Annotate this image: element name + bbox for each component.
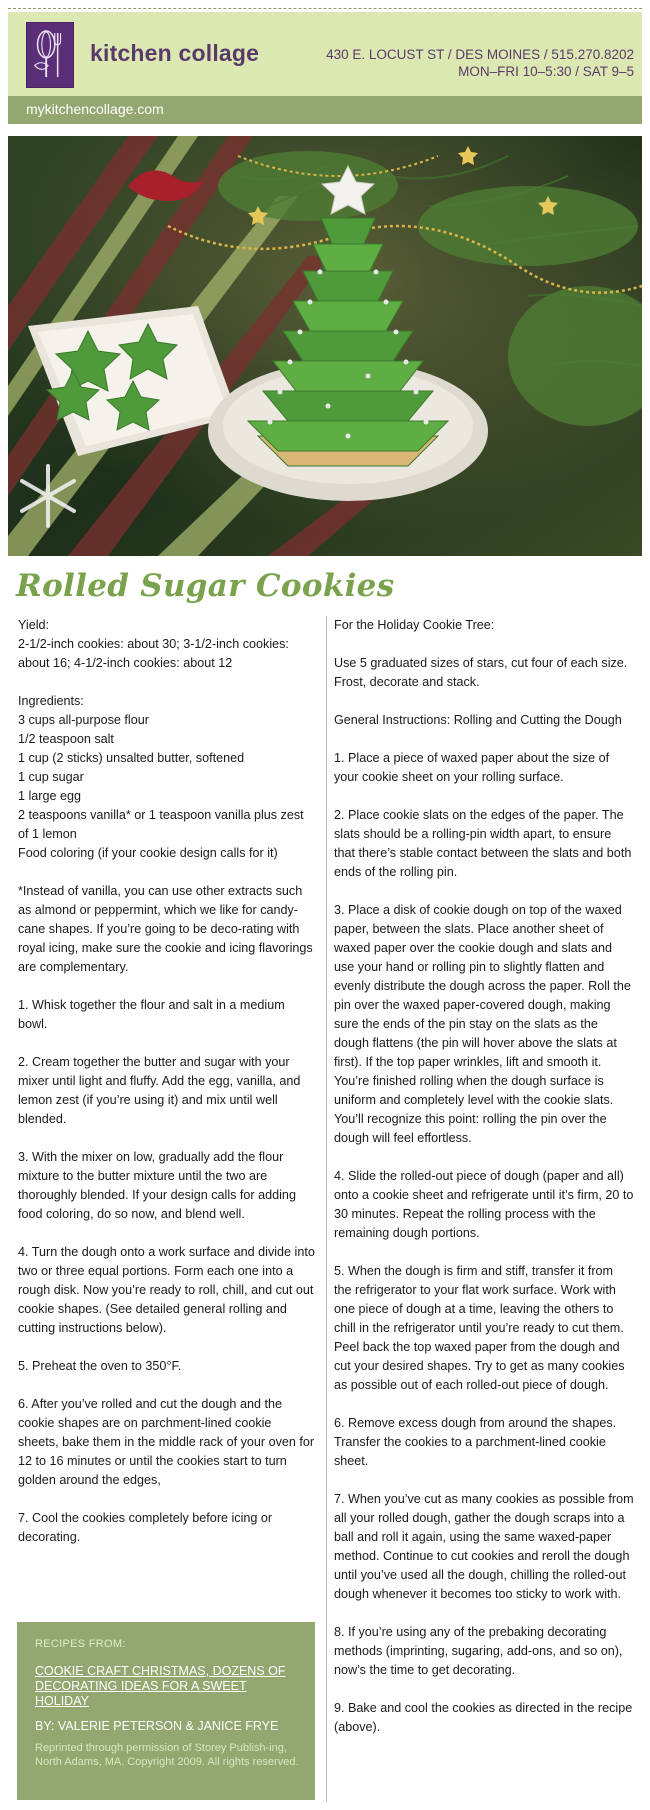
reprint-notice: Reprinted through permission of Storey Publish-ing, North Adams, MA. Copyright 2009. All rights reserved.	[35, 1742, 299, 1768]
yield-text: 2-1/2-inch cookies: about 30; 3-1/2-inch cookies: about 16; 4-1/2-inch cookies: about 12	[18, 637, 289, 670]
yield-label: Yield:	[18, 618, 50, 632]
website-link[interactable]: mykitchencollage.com	[26, 101, 164, 117]
recipe-title: Rolled Sugar Cookies	[16, 568, 395, 604]
ingredients-label: Ingredients:	[18, 694, 84, 708]
store-address	[326, 46, 634, 80]
kitchen-collage-logo[interactable]	[26, 22, 74, 88]
vanilla-note: *Instead of vanilla, you can use other extracts such as almond or peppermint, which we like for candy-cane shapes. If you’re going to be deco-rating with royal icing, make sure the cookie and icing flavorings are complementary.	[18, 884, 313, 974]
ingredient-item: 3 cups all-purpose flour	[18, 713, 149, 727]
rolling-step: 9. Bake and cool the cookies as directed in the recipe (above).	[334, 1701, 633, 1734]
rolling-step: 6. Remove excess dough from around the shapes. Transfer the cookies to a parchment-lined cookie sheet.	[334, 1416, 617, 1468]
hours-line: MON–FRI 10–5:30 / SAT 9–5	[458, 64, 634, 79]
recipe-step: 6. After you’ve rolled and cut the dough and the cookie shapes are on parchment-lined cookie sheets, bake them in the middle rack of your oven for 12 to 16 minutes or until the cookies start to turn golden around the edges,	[18, 1397, 315, 1487]
column-divider	[326, 616, 327, 1802]
rolling-step: 4. Slide the rolled-out piece of dough (paper and all) onto a cookie sheet and refrigerate until it’s firm, 20 to 30 minutes. Repeat the rolling process with the remaining dough portions.	[334, 1169, 634, 1240]
rolling-step: 3. Place a disk of cookie dough on top of the waxed paper, between the slats. Place another sheet of waxed paper over the cookie dough and slats and use your hand or rolling pin to slightly flatten and evenly distribute the dough across the paper. Roll the pin over the waxed paper-covered dough, making sure the ends of the pin stay on the slats as the dough flattens (the pin will hover above the slats at first). If the top paper wrinkles, lift and smooth it. You’re finished rolling when the dough surface is uniform and completely level with the cookie slats. You’ll recognize this point: rolling the pin over the dough will feel effortless.	[334, 903, 631, 1145]
website-band	[8, 96, 642, 124]
recipe-step: 1. Whisk together the flour and salt in a medium bowl.	[18, 998, 285, 1031]
recipe-step: 5. Preheat the oven to 350°F.	[18, 1359, 182, 1373]
right-column	[334, 616, 634, 1756]
whisk-utensils-icon	[27, 23, 73, 87]
rolling-step: 2. Place cookie slats on the edges of the paper. The slats should be a rolling-pin width apart, to ensure that there’s stable contact between the slats and both ends of the rolling pin.	[334, 808, 632, 879]
tree-text: Use 5 graduated sizes of stars, cut four of each size. Frost, decorate and stack.	[334, 656, 628, 689]
book-authors: BY: VALERIE PETERSON & JANICE FRYE	[35, 1719, 279, 1733]
yield-block	[18, 616, 315, 673]
recipe-step: 2. Cream together the butter and sugar with your mixer until light and fluffy. Add the egg, vanilla, and lemon zest (if you’re using it) and mix until well blended.	[18, 1055, 301, 1126]
book-title-link[interactable]: COOKIE CRAFT CHRISTMAS, DOZENS OF DECORATING IDEAS FOR A SWEET HOLIDAY	[35, 1664, 286, 1708]
rolling-step: 8. If you’re using any of the prebaking decorating methods (imprinting, sugaring, add-ons, and so on), now’s the time to get decorating.	[334, 1625, 623, 1677]
rolling-step: 1. Place a piece of waxed paper about the size of your cookie sheet on your rolling surface.	[334, 751, 610, 784]
cookie-tree-photo	[8, 136, 642, 556]
rolling-step: 5. When the dough is firm and stiff, transfer it from the refrigerator to your flat work surface. Work with one piece of dough at a time, leaving the others to chill in the refrigerator until you’re ready to cut them. Peel back the top waxed paper from the dough and cut your desired shapes. Try to get as many cookies as possible out of each rolled-out piece of dough.	[334, 1264, 625, 1392]
cookie-tree-illustration	[8, 136, 642, 556]
top-dashed-rule	[8, 8, 642, 10]
ingredient-item: 1 cup (2 sticks) unsalted butter, softened	[18, 751, 245, 765]
ingredient-item: 1 large egg	[18, 789, 82, 803]
ingredients-block	[18, 692, 315, 863]
ingredient-item: 1 cup sugar	[18, 770, 84, 784]
recipe-step: 3. With the mixer on low, gradually add the flour mixture to the butter mixture until the two are thoroughly blended. If your design calls for adding food coloring, do so now, and blend well.	[18, 1150, 296, 1221]
recipe-credit-box	[17, 1622, 315, 1800]
recipe-step: 7. Cool the cookies completely before icing or decorating.	[18, 1511, 273, 1544]
left-column	[18, 616, 315, 1566]
rolling-step: 7. When you’ve cut as many cookies as possible from all your rolled dough, gather the dough scraps into a ball and roll it again, using the same waxed-paper method. Continue to cut cookies and reroll the dough until you’ve used all the dough, chilling the rolled-out dough whenever it becomes too sticky to work with.	[334, 1492, 634, 1601]
ingredient-item: 1/2 teaspoon salt	[18, 732, 114, 746]
address-line: 430 E. LOCUST ST / DES MOINES / 515.270.8202	[326, 47, 634, 62]
header	[8, 12, 642, 96]
ingredient-item: Food coloring (if your cookie design calls for it)	[18, 846, 278, 860]
newsletter-page	[8, 8, 642, 1804]
credit-label: RECIPES FROM:	[35, 1638, 126, 1650]
ingredient-item: 2 teaspoons vanilla* or 1 teaspoon vanilla plus zest of 1 lemon	[18, 808, 304, 841]
general-instructions-label: General Instructions: Rolling and Cutting the Dough	[334, 713, 622, 727]
recipe-step: 4. Turn the dough onto a work surface and divide into two or three equal portions. Form each one into a rough disk. Now you’re ready to roll, chill, and cut out cookie shapes. (See detailed general rolling and cutting instructions below).	[18, 1245, 315, 1335]
brand-name: kitchen collage	[90, 40, 260, 66]
tree-label: For the Holiday Cookie Tree:	[334, 618, 495, 632]
